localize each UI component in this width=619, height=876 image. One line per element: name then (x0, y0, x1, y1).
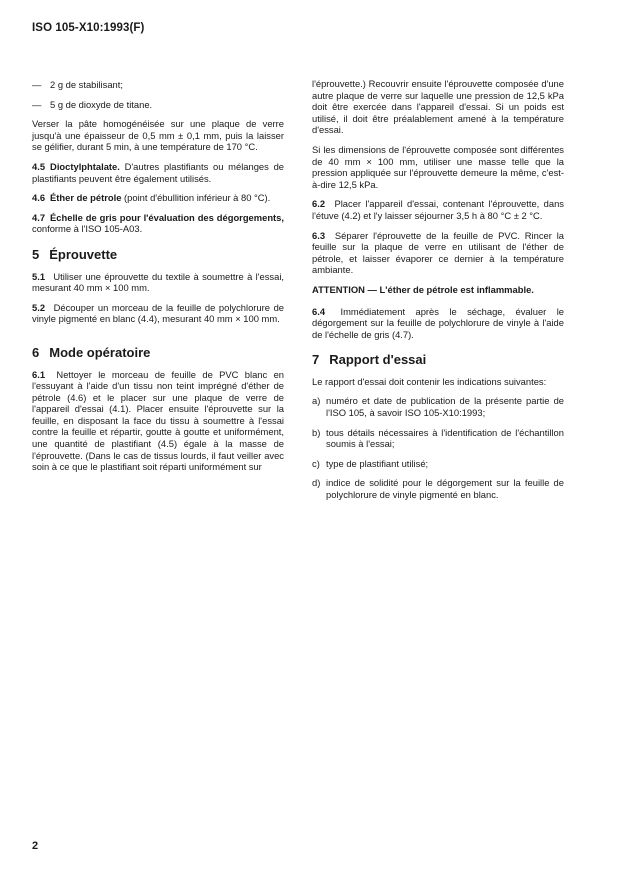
section-heading-7 (312, 354, 564, 366)
list-item (312, 477, 564, 500)
clause-text: Séparer l'éprouvette de la feuille de PVC. Rincer la feuille sur la plaque de verre en utilisant de l'éther de pétrole, et laisser évaporer ce dernier à la température ambiante. (312, 229, 565, 276)
paragraph-paste: Verser la pâte homogénéisée sur une plaque de verre jusqu'à une épaisseur de 0,5 mm ± 0,1 mm, puis la laisser se gélifier, durant 5 min, à une température de 170 °C. (32, 118, 284, 153)
clause-5-1 (32, 271, 284, 294)
clause-title: Éther de pétrole (50, 192, 122, 204)
clause-text: Placer l'appareil d'essai, contenant l'éprouvette, dans l'étuve (4.2) et l'y laisser séjourner 3,5 h à 80 °C ± 2 °C. (312, 198, 564, 221)
left-column (32, 79, 284, 481)
clause-title: Dioctylphtalate. (50, 160, 120, 172)
clause-number: 4.6 (32, 192, 46, 204)
clause-text: D'autres plastifiants ou mélanges de plastifiants peuvent être également utilisés. (32, 160, 284, 184)
paragraph-continuation: l'éprouvette.) Recouvrir ensuite l'éprouvette composée d'une autre plaque de verre sur laquelle une pression de 12,5 kPa doit être exercée dans l'appareil d'essai. Si un poids est utilisé, il doit être préalablement amené à la température d'essai. (312, 78, 564, 136)
list-item-letter: d) (312, 477, 321, 489)
clause-number: 5.2 (32, 301, 46, 313)
section-number: 5 (32, 246, 40, 262)
right-column (312, 78, 564, 509)
clause-4-6 (32, 192, 284, 204)
list-item-text: tous détails nécessaires à l'identification de l'échantillon soumis à l'essai; (326, 426, 564, 450)
section-heading-5 (32, 246, 284, 262)
clause-6-3 (312, 230, 564, 276)
clause-number: 4.7 (32, 211, 46, 223)
clause-text: Découper un morceau de la feuille de polychlorure de vinyle pigmenté en blanc (4.4), mesurant 40 mm × 100 mm. (32, 301, 284, 325)
list-item (312, 395, 564, 418)
warning-notice: ATTENTION — L'éther de pétrole est inflammable. (312, 283, 534, 295)
clause-6-2 (312, 198, 564, 221)
section-number: 6 (32, 344, 40, 360)
list-item-text: 5 g de dioxyde de titane. (50, 98, 153, 110)
clause-6-1 (32, 369, 284, 473)
list-item-text: indice de solidité pour le dégorgement sur la feuille de polychlorure de vinyle pigmenté en blanc. (326, 477, 564, 501)
section-title: Mode opératoire (49, 344, 151, 360)
section-title: Rapport d'essai (329, 352, 427, 368)
list-item-letter: b) (312, 426, 321, 438)
section-number: 7 (312, 352, 320, 368)
clause-number: 6.1 (32, 368, 46, 380)
list-item-text: numéro et date de publication de la présente partie de l'ISO 105, à savoir ISO 105-X10:1993; (326, 395, 564, 419)
clause-text: Utiliser une éprouvette du textile à soumettre à l'essai, mesurant 40 mm × 100 mm. (32, 270, 285, 294)
clause-text: (point d'ébullition inférieur à 80 °C). (124, 192, 271, 204)
dash-marker: — (32, 79, 42, 90)
clause-text: Nettoyer le morceau de feuille de PVC blanc en l'essuyant à l'aide d'un tissu non teint imprégné d'éther de pétrole (4.6) et le placer sur une plaque de verre de l'appareil d'essai (4.1). Placer ensuite l'éprouvette sur la feuille, en disposant la face du tissu à soumettre à l'essai contre la feuille et répartir, goutte à goutte et uniformément, une quantité de plastifiant (4.5) égale à la masse de l'éprouvette. (Dans le cas de tissus lourds, il faut veiller avec soin à ce que le plastifiant soit réparti uniformément sur (32, 368, 284, 473)
section-heading-6 (32, 344, 284, 360)
list-item (312, 427, 564, 450)
paragraph-report: Le rapport d'essai doit contenir les indications suivantes: (312, 375, 547, 387)
clause-text: conforme à l'ISO 105-A03. (32, 223, 143, 235)
clause-4-5 (32, 161, 284, 184)
paragraph-dimensions: Si les dimensions de l'éprouvette composée sont différentes de 40 mm × 100 mm, utiliser une masse telle que la pression appliquée sur l'éprouvette demeure la même, c'est-à-dire 12,5 kPa. (312, 143, 564, 190)
clause-number: 6.2 (312, 198, 326, 210)
list-item-letter: c) (312, 457, 320, 469)
clause-6-4 (312, 306, 564, 341)
list-item (312, 458, 564, 470)
list-item-letter: a) (312, 395, 321, 407)
list-item (32, 79, 284, 91)
clause-5-2 (32, 302, 284, 325)
clause-text: Immédiatement après le séchage, évaluer le dégorgement sur la feuille de polychlorure de vinyle à l'aide de l'échelle de gris (4.7). (312, 305, 564, 340)
dash-marker: — (32, 98, 42, 110)
clause-number: 4.5 (32, 160, 46, 172)
clause-title: Échelle de gris pour l'évaluation des dégorgements, (50, 211, 284, 223)
section-title: Éprouvette (49, 246, 118, 262)
clause-number: 6.3 (312, 229, 326, 241)
list-item-text: type de plastifiant utilisé; (326, 457, 429, 469)
document-header: ISO 105-X10:1993(F) (32, 22, 145, 34)
list-item (32, 99, 284, 111)
clause-number: 6.4 (312, 305, 326, 317)
list-item-text: 2 g de stabilisant; (50, 79, 123, 90)
page-number: 2 (32, 840, 39, 852)
clause-number: 5.1 (32, 270, 46, 282)
clause-4-7 (32, 212, 284, 235)
